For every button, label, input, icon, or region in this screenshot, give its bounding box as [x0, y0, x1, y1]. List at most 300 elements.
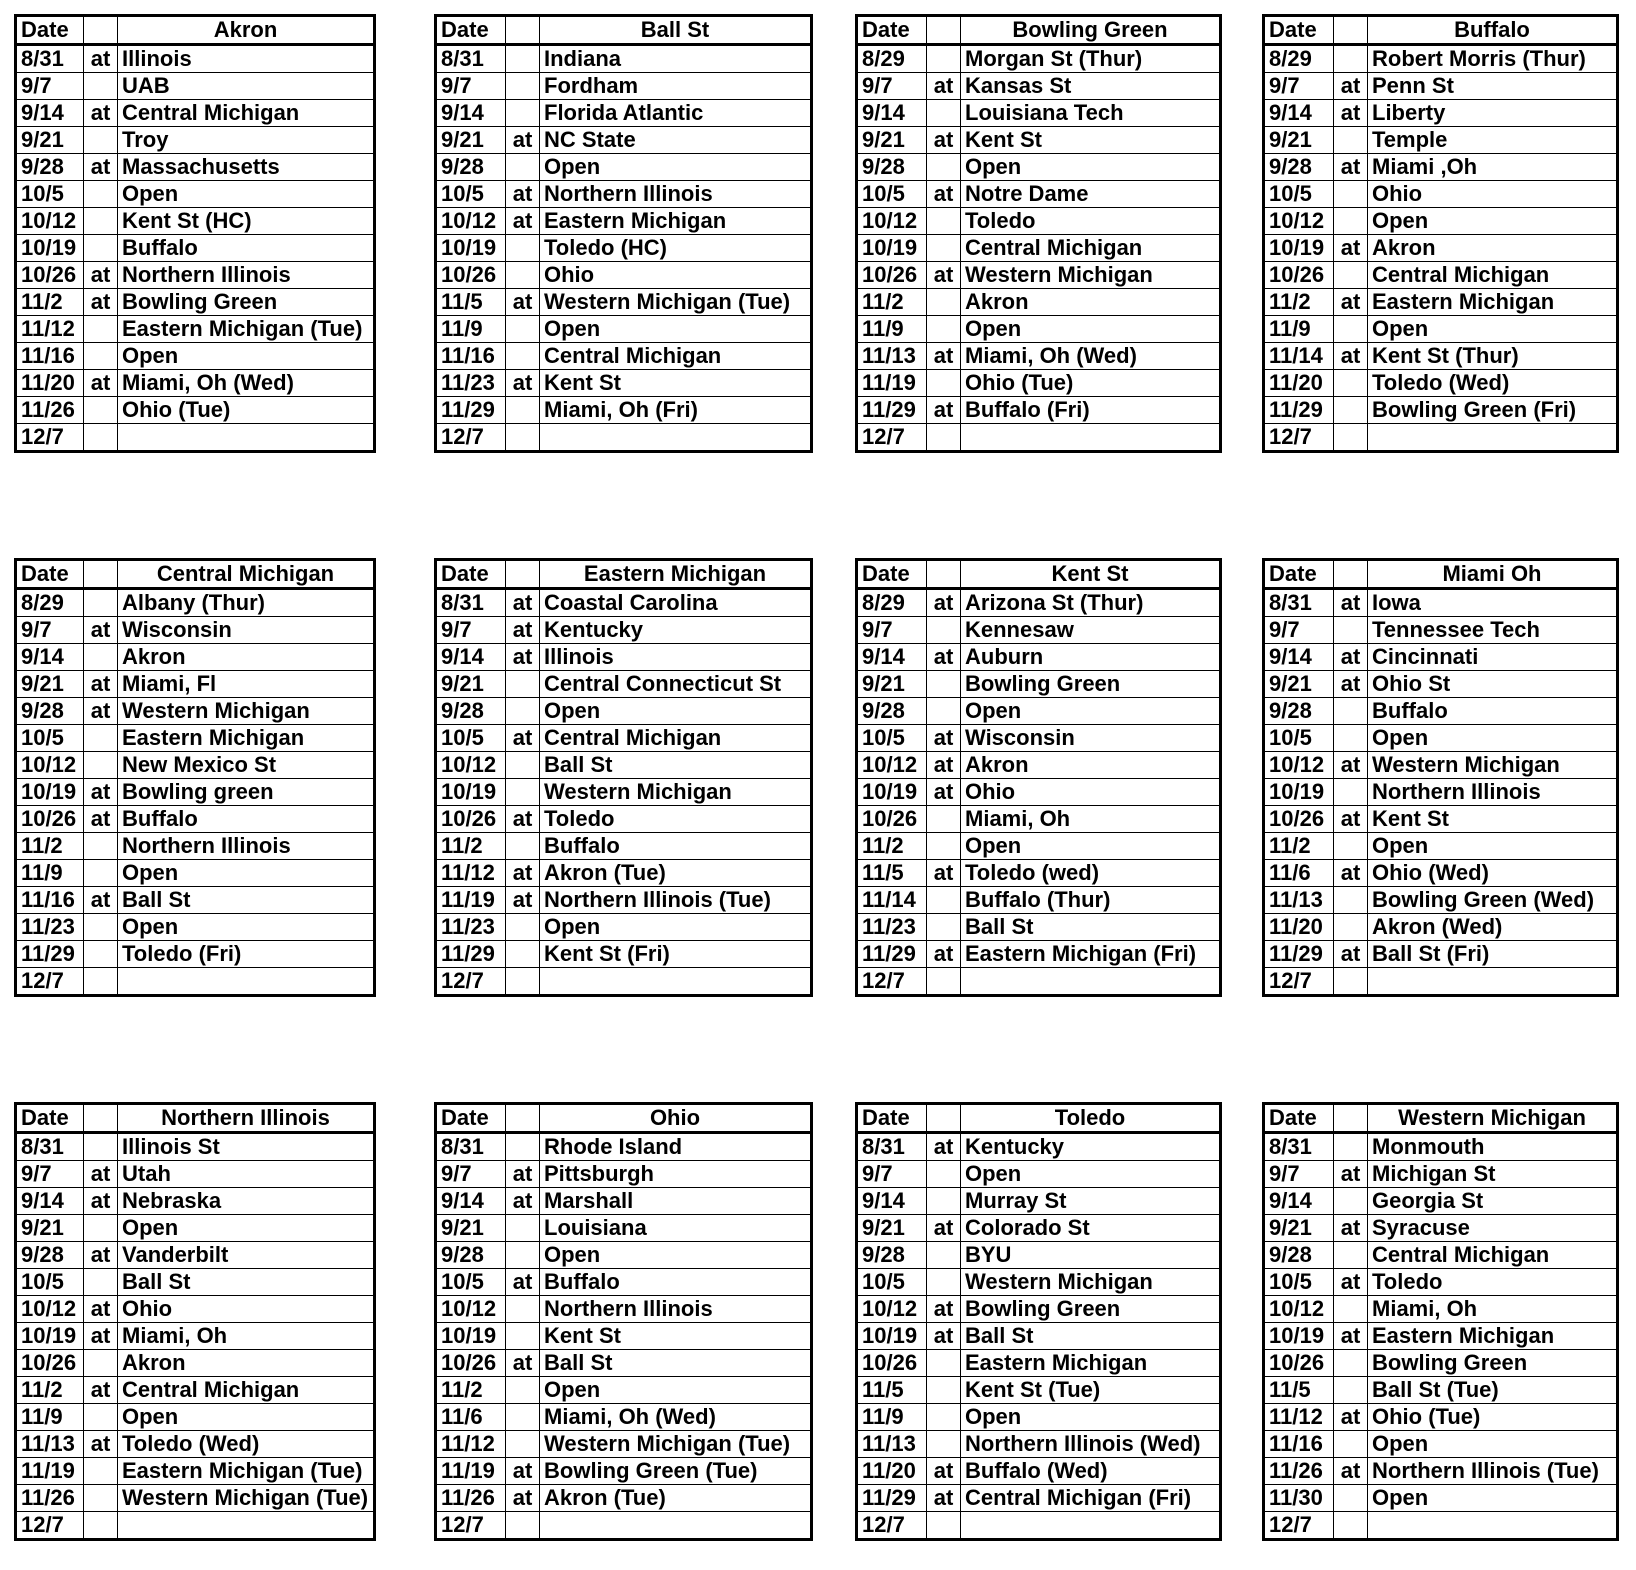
opponent: Illinois St — [118, 1133, 375, 1161]
team-name: Kent St — [961, 560, 1221, 589]
header-row — [436, 16, 812, 45]
game-date: 11/19 — [436, 1458, 506, 1485]
game-date: 10/26 — [16, 262, 84, 289]
opponent: Bowling Green — [961, 671, 1221, 698]
opponent — [540, 1512, 812, 1540]
game-date: 11/9 — [857, 1404, 927, 1431]
date-header: Date — [857, 16, 927, 45]
schedule-row — [16, 1161, 375, 1188]
away-marker: at — [84, 154, 118, 181]
away-marker: at — [1334, 806, 1368, 833]
game-date: 10/12 — [1264, 752, 1334, 779]
away-marker — [927, 208, 961, 235]
opponent: Notre Dame — [961, 181, 1221, 208]
schedule-table-ball-st — [434, 14, 813, 453]
away-marker: at — [84, 779, 118, 806]
away-marker — [506, 1404, 540, 1431]
schedule-row — [16, 127, 375, 154]
game-date: 9/7 — [436, 1161, 506, 1188]
opponent: Northern Illinois (Wed) — [961, 1431, 1221, 1458]
schedule-row — [1264, 316, 1618, 343]
schedule-row — [436, 860, 812, 887]
header-row — [436, 560, 812, 589]
opponent: Kent St (Tue) — [961, 1377, 1221, 1404]
away-marker: at — [506, 370, 540, 397]
game-date: 10/12 — [1264, 1296, 1334, 1323]
schedule-row — [436, 617, 812, 644]
away-marker: at — [927, 1485, 961, 1512]
game-date: 9/14 — [16, 100, 84, 127]
game-date: 9/14 — [436, 1188, 506, 1215]
schedule-row — [1264, 941, 1618, 968]
game-date: 10/5 — [436, 1269, 506, 1296]
away-marker: at — [84, 262, 118, 289]
schedule-row — [857, 45, 1221, 73]
away-marker: at — [84, 671, 118, 698]
opponent: Bowling Green — [118, 289, 375, 316]
game-date: 9/21 — [436, 127, 506, 154]
away-marker — [1334, 617, 1368, 644]
away-marker: at — [927, 752, 961, 779]
opponent: Penn St — [1368, 73, 1618, 100]
opponent: Kentucky — [961, 1133, 1221, 1161]
opponent: Ball St (Fri) — [1368, 941, 1618, 968]
away-marker — [84, 316, 118, 343]
away-marker — [927, 617, 961, 644]
away-marker: at — [1334, 235, 1368, 262]
away-marker: at — [1334, 941, 1368, 968]
opponent: Akron — [961, 289, 1221, 316]
opponent: Kentucky — [540, 617, 812, 644]
opponent: Akron — [1368, 235, 1618, 262]
opponent: BYU — [961, 1242, 1221, 1269]
schedule-row — [857, 860, 1221, 887]
opponent: Open — [961, 1161, 1221, 1188]
game-date: 9/21 — [436, 671, 506, 698]
schedule-row — [857, 671, 1221, 698]
game-date: 8/31 — [436, 589, 506, 617]
opponent: Ohio (Tue) — [118, 397, 375, 424]
team-name: Akron — [118, 16, 375, 45]
opponent: Georgia St — [1368, 1188, 1618, 1215]
schedule-row — [436, 589, 812, 617]
opponent: Ball St (Tue) — [1368, 1377, 1618, 1404]
game-date: 9/28 — [436, 1242, 506, 1269]
schedule-row — [857, 806, 1221, 833]
game-date: 10/12 — [1264, 208, 1334, 235]
away-marker: at — [927, 589, 961, 617]
schedule-row — [1264, 914, 1618, 941]
game-date: 11/12 — [1264, 1404, 1334, 1431]
away-marker — [84, 1485, 118, 1512]
opponent: Massachusetts — [118, 154, 375, 181]
game-date: 10/26 — [16, 806, 84, 833]
opponent: NC State — [540, 127, 812, 154]
away-marker: at — [1334, 1404, 1368, 1431]
game-date: 10/19 — [16, 779, 84, 806]
away-marker — [84, 73, 118, 100]
game-date: 11/13 — [16, 1431, 84, 1458]
game-date: 11/2 — [1264, 289, 1334, 316]
game-date: 12/7 — [16, 424, 84, 452]
schedule-row — [857, 1431, 1221, 1458]
opponent — [1368, 968, 1618, 996]
schedule-row — [16, 968, 375, 996]
opponent: Ohio St — [1368, 671, 1618, 698]
schedule-table-bowling-green — [855, 14, 1222, 453]
game-date: 10/19 — [16, 1323, 84, 1350]
schedule-row — [436, 208, 812, 235]
opponent: Toledo — [540, 806, 812, 833]
schedule-row — [1264, 208, 1618, 235]
team-name: Western Michigan — [1368, 1104, 1618, 1133]
schedule-row — [16, 154, 375, 181]
schedule-row — [1264, 752, 1618, 779]
opponent: Open — [540, 1242, 812, 1269]
opponent: Illinois — [540, 644, 812, 671]
team-name: Toledo — [961, 1104, 1221, 1133]
opponent: Monmouth — [1368, 1133, 1618, 1161]
opponent: Eastern Michigan (Tue) — [118, 1458, 375, 1485]
opponent: Miami, Oh (Wed) — [961, 343, 1221, 370]
schedule-row — [857, 589, 1221, 617]
opponent: Miami, Oh (Wed) — [118, 370, 375, 397]
game-date: 9/14 — [16, 1188, 84, 1215]
opponent: Kent St (Fri) — [540, 941, 812, 968]
schedule-row — [857, 1269, 1221, 1296]
away-marker: at — [506, 1161, 540, 1188]
schedule-row — [857, 725, 1221, 752]
date-header: Date — [16, 16, 84, 45]
game-date: 10/5 — [1264, 1269, 1334, 1296]
game-date: 9/28 — [436, 698, 506, 725]
opponent: Ohio (Wed) — [1368, 860, 1618, 887]
schedule-row — [1264, 589, 1618, 617]
away-marker — [1334, 1512, 1368, 1540]
away-marker: at — [927, 860, 961, 887]
opponent: Buffalo (Thur) — [961, 887, 1221, 914]
schedule-row — [857, 914, 1221, 941]
opponent: Colorado St — [961, 1215, 1221, 1242]
opponent: Akron (Tue) — [540, 1485, 812, 1512]
away-marker — [1334, 208, 1368, 235]
game-date: 11/13 — [857, 1431, 927, 1458]
schedule-row — [436, 968, 812, 996]
schedule-row — [16, 235, 375, 262]
opponent — [118, 424, 375, 452]
game-date: 11/16 — [16, 887, 84, 914]
away-marker — [927, 1404, 961, 1431]
away-marker — [84, 343, 118, 370]
away-marker — [84, 397, 118, 424]
away-marker: at — [927, 181, 961, 208]
game-date: 11/19 — [857, 370, 927, 397]
away-marker: at — [84, 1431, 118, 1458]
schedule-row — [436, 262, 812, 289]
game-date: 9/21 — [1264, 1215, 1334, 1242]
away-marker: at — [1334, 1215, 1368, 1242]
schedule-row — [436, 370, 812, 397]
schedule-row — [857, 289, 1221, 316]
schedule-row — [16, 671, 375, 698]
opponent: Eastern Michigan — [540, 208, 812, 235]
schedule-row — [436, 1296, 812, 1323]
schedule-table-western-michigan — [1262, 1102, 1619, 1541]
away-marker — [927, 45, 961, 73]
schedule-row — [16, 1404, 375, 1431]
away-marker — [1334, 181, 1368, 208]
at-header — [506, 16, 540, 45]
away-marker: at — [506, 127, 540, 154]
away-marker: at — [1334, 343, 1368, 370]
schedule-row — [857, 1512, 1221, 1540]
schedule-row — [16, 100, 375, 127]
away-marker — [927, 424, 961, 452]
away-marker: at — [506, 1269, 540, 1296]
game-date: 10/5 — [857, 181, 927, 208]
away-marker — [506, 1377, 540, 1404]
schedule-row — [1264, 397, 1618, 424]
away-marker — [927, 968, 961, 996]
schedule-row — [16, 1323, 375, 1350]
opponent: Ball St — [118, 1269, 375, 1296]
game-date: 10/26 — [16, 1350, 84, 1377]
schedule-row — [857, 343, 1221, 370]
away-marker: at — [506, 589, 540, 617]
away-marker — [927, 1377, 961, 1404]
opponent: Western Michigan — [1368, 752, 1618, 779]
game-date: 9/21 — [857, 127, 927, 154]
away-marker — [84, 1133, 118, 1161]
away-marker: at — [1334, 671, 1368, 698]
away-marker — [927, 1512, 961, 1540]
at-header — [84, 1104, 118, 1133]
schedule-table-miami-oh — [1262, 558, 1619, 997]
game-date: 11/26 — [16, 1485, 84, 1512]
schedule-row — [857, 316, 1221, 343]
away-marker — [84, 127, 118, 154]
game-date: 8/31 — [436, 45, 506, 73]
away-marker — [1334, 1296, 1368, 1323]
schedule-row — [436, 154, 812, 181]
schedule-row — [436, 644, 812, 671]
schedule-row — [857, 968, 1221, 996]
schedule-row — [436, 73, 812, 100]
game-date: 12/7 — [436, 968, 506, 996]
away-marker — [1334, 698, 1368, 725]
opponent: Vanderbilt — [118, 1242, 375, 1269]
opponent: Kennesaw — [961, 617, 1221, 644]
opponent: Wisconsin — [961, 725, 1221, 752]
away-marker: at — [506, 1485, 540, 1512]
game-date: 11/9 — [16, 1404, 84, 1431]
opponent: Open — [540, 1377, 812, 1404]
opponent: Open — [540, 316, 812, 343]
game-date: 11/2 — [857, 289, 927, 316]
away-marker — [927, 235, 961, 262]
opponent: Nebraska — [118, 1188, 375, 1215]
opponent: Louisiana Tech — [961, 100, 1221, 127]
game-date: 9/28 — [16, 154, 84, 181]
schedule-row — [1264, 1296, 1618, 1323]
game-date: 9/7 — [436, 73, 506, 100]
away-marker — [927, 887, 961, 914]
away-marker — [84, 941, 118, 968]
at-header — [927, 560, 961, 589]
away-marker — [84, 208, 118, 235]
game-date: 9/21 — [857, 671, 927, 698]
away-marker — [506, 45, 540, 73]
game-date: 9/28 — [857, 1242, 927, 1269]
game-date: 9/14 — [1264, 100, 1334, 127]
date-header: Date — [436, 560, 506, 589]
opponent: Miami, Oh (Fri) — [540, 397, 812, 424]
schedule-row — [16, 1377, 375, 1404]
date-header: Date — [1264, 560, 1334, 589]
team-name: Miami Oh — [1368, 560, 1618, 589]
away-marker — [506, 1296, 540, 1323]
game-date: 9/14 — [436, 644, 506, 671]
away-marker — [927, 100, 961, 127]
away-marker — [506, 262, 540, 289]
game-date: 9/28 — [16, 698, 84, 725]
game-date: 12/7 — [16, 968, 84, 996]
opponent: Akron — [118, 644, 375, 671]
schedule-row — [436, 235, 812, 262]
away-marker — [1334, 1485, 1368, 1512]
away-marker — [1334, 1431, 1368, 1458]
schedule-row — [16, 370, 375, 397]
opponent: Central Michigan — [961, 235, 1221, 262]
game-date: 12/7 — [857, 424, 927, 452]
header-row — [857, 560, 1221, 589]
opponent: Eastern Michigan — [961, 1350, 1221, 1377]
opponent: Murray St — [961, 1188, 1221, 1215]
game-date: 9/28 — [1264, 1242, 1334, 1269]
opponent: Louisiana — [540, 1215, 812, 1242]
game-date: 10/12 — [16, 208, 84, 235]
opponent: Cincinnati — [1368, 644, 1618, 671]
opponent: Western Michigan (Tue) — [540, 289, 812, 316]
schedule-row — [857, 1188, 1221, 1215]
away-marker: at — [1334, 1323, 1368, 1350]
game-date: 10/26 — [436, 262, 506, 289]
away-marker — [506, 73, 540, 100]
opponent: Open — [961, 833, 1221, 860]
game-date: 10/12 — [857, 752, 927, 779]
game-date: 9/28 — [16, 1242, 84, 1269]
away-marker: at — [927, 941, 961, 968]
schedule-row — [857, 1215, 1221, 1242]
away-marker — [506, 914, 540, 941]
game-date: 8/29 — [16, 589, 84, 617]
opponent: Miami, Fl — [118, 671, 375, 698]
schedule-row — [1264, 262, 1618, 289]
opponent: UAB — [118, 73, 375, 100]
opponent: Toledo (wed) — [961, 860, 1221, 887]
schedule-row — [1264, 45, 1618, 73]
game-date: 10/12 — [857, 208, 927, 235]
opponent: Ohio — [540, 262, 812, 289]
opponent: Coastal Carolina — [540, 589, 812, 617]
away-marker — [1334, 1350, 1368, 1377]
schedule-row — [16, 208, 375, 235]
schedule-row — [436, 181, 812, 208]
date-header: Date — [16, 560, 84, 589]
game-date: 11/20 — [16, 370, 84, 397]
opponent: Robert Morris (Thur) — [1368, 45, 1618, 73]
away-marker: at — [927, 262, 961, 289]
away-marker: at — [84, 370, 118, 397]
game-date: 9/7 — [16, 617, 84, 644]
away-marker — [927, 914, 961, 941]
game-date: 10/5 — [16, 725, 84, 752]
game-date: 10/26 — [857, 806, 927, 833]
schedule-row — [857, 424, 1221, 452]
schedule-row — [857, 887, 1221, 914]
team-name: Central Michigan — [118, 560, 375, 589]
game-date: 10/26 — [1264, 1350, 1334, 1377]
opponent — [118, 968, 375, 996]
opponent: Open — [1368, 208, 1618, 235]
away-marker — [84, 181, 118, 208]
away-marker: at — [506, 1188, 540, 1215]
schedule-row — [857, 154, 1221, 181]
opponent: Central Michigan — [1368, 1242, 1618, 1269]
away-marker — [84, 644, 118, 671]
game-date: 11/5 — [857, 1377, 927, 1404]
game-date: 10/19 — [1264, 1323, 1334, 1350]
opponent: Open — [1368, 316, 1618, 343]
game-date: 12/7 — [857, 1512, 927, 1540]
schedule-row — [436, 941, 812, 968]
opponent: Northern Illinois — [540, 1296, 812, 1323]
schedule-row — [436, 1215, 812, 1242]
opponent: Eastern Michigan — [118, 725, 375, 752]
game-date: 10/12 — [436, 752, 506, 779]
opponent: Open — [118, 1404, 375, 1431]
away-marker — [84, 725, 118, 752]
schedule-row — [436, 1242, 812, 1269]
opponent: Open — [540, 914, 812, 941]
game-date: 11/29 — [857, 941, 927, 968]
opponent — [961, 1512, 1221, 1540]
schedule-row — [857, 73, 1221, 100]
schedule-row — [16, 941, 375, 968]
schedule-row — [1264, 806, 1618, 833]
away-marker: at — [927, 343, 961, 370]
opponent: Northern Illinois — [118, 262, 375, 289]
away-marker — [927, 1242, 961, 1269]
schedule-row — [436, 833, 812, 860]
game-date: 11/12 — [436, 860, 506, 887]
game-date: 10/5 — [436, 725, 506, 752]
away-marker — [1334, 968, 1368, 996]
schedule-row — [1264, 1404, 1618, 1431]
opponent: Open — [1368, 833, 1618, 860]
game-date: 11/20 — [1264, 370, 1334, 397]
header-row — [16, 16, 375, 45]
opponent: Central Michigan — [118, 100, 375, 127]
opponent: Buffalo — [1368, 698, 1618, 725]
schedule-row — [436, 316, 812, 343]
away-marker — [506, 752, 540, 779]
opponent: Michigan St — [1368, 1161, 1618, 1188]
header-row — [16, 1104, 375, 1133]
opponent: Ohio — [118, 1296, 375, 1323]
game-date: 10/5 — [436, 181, 506, 208]
opponent: Tennessee Tech — [1368, 617, 1618, 644]
